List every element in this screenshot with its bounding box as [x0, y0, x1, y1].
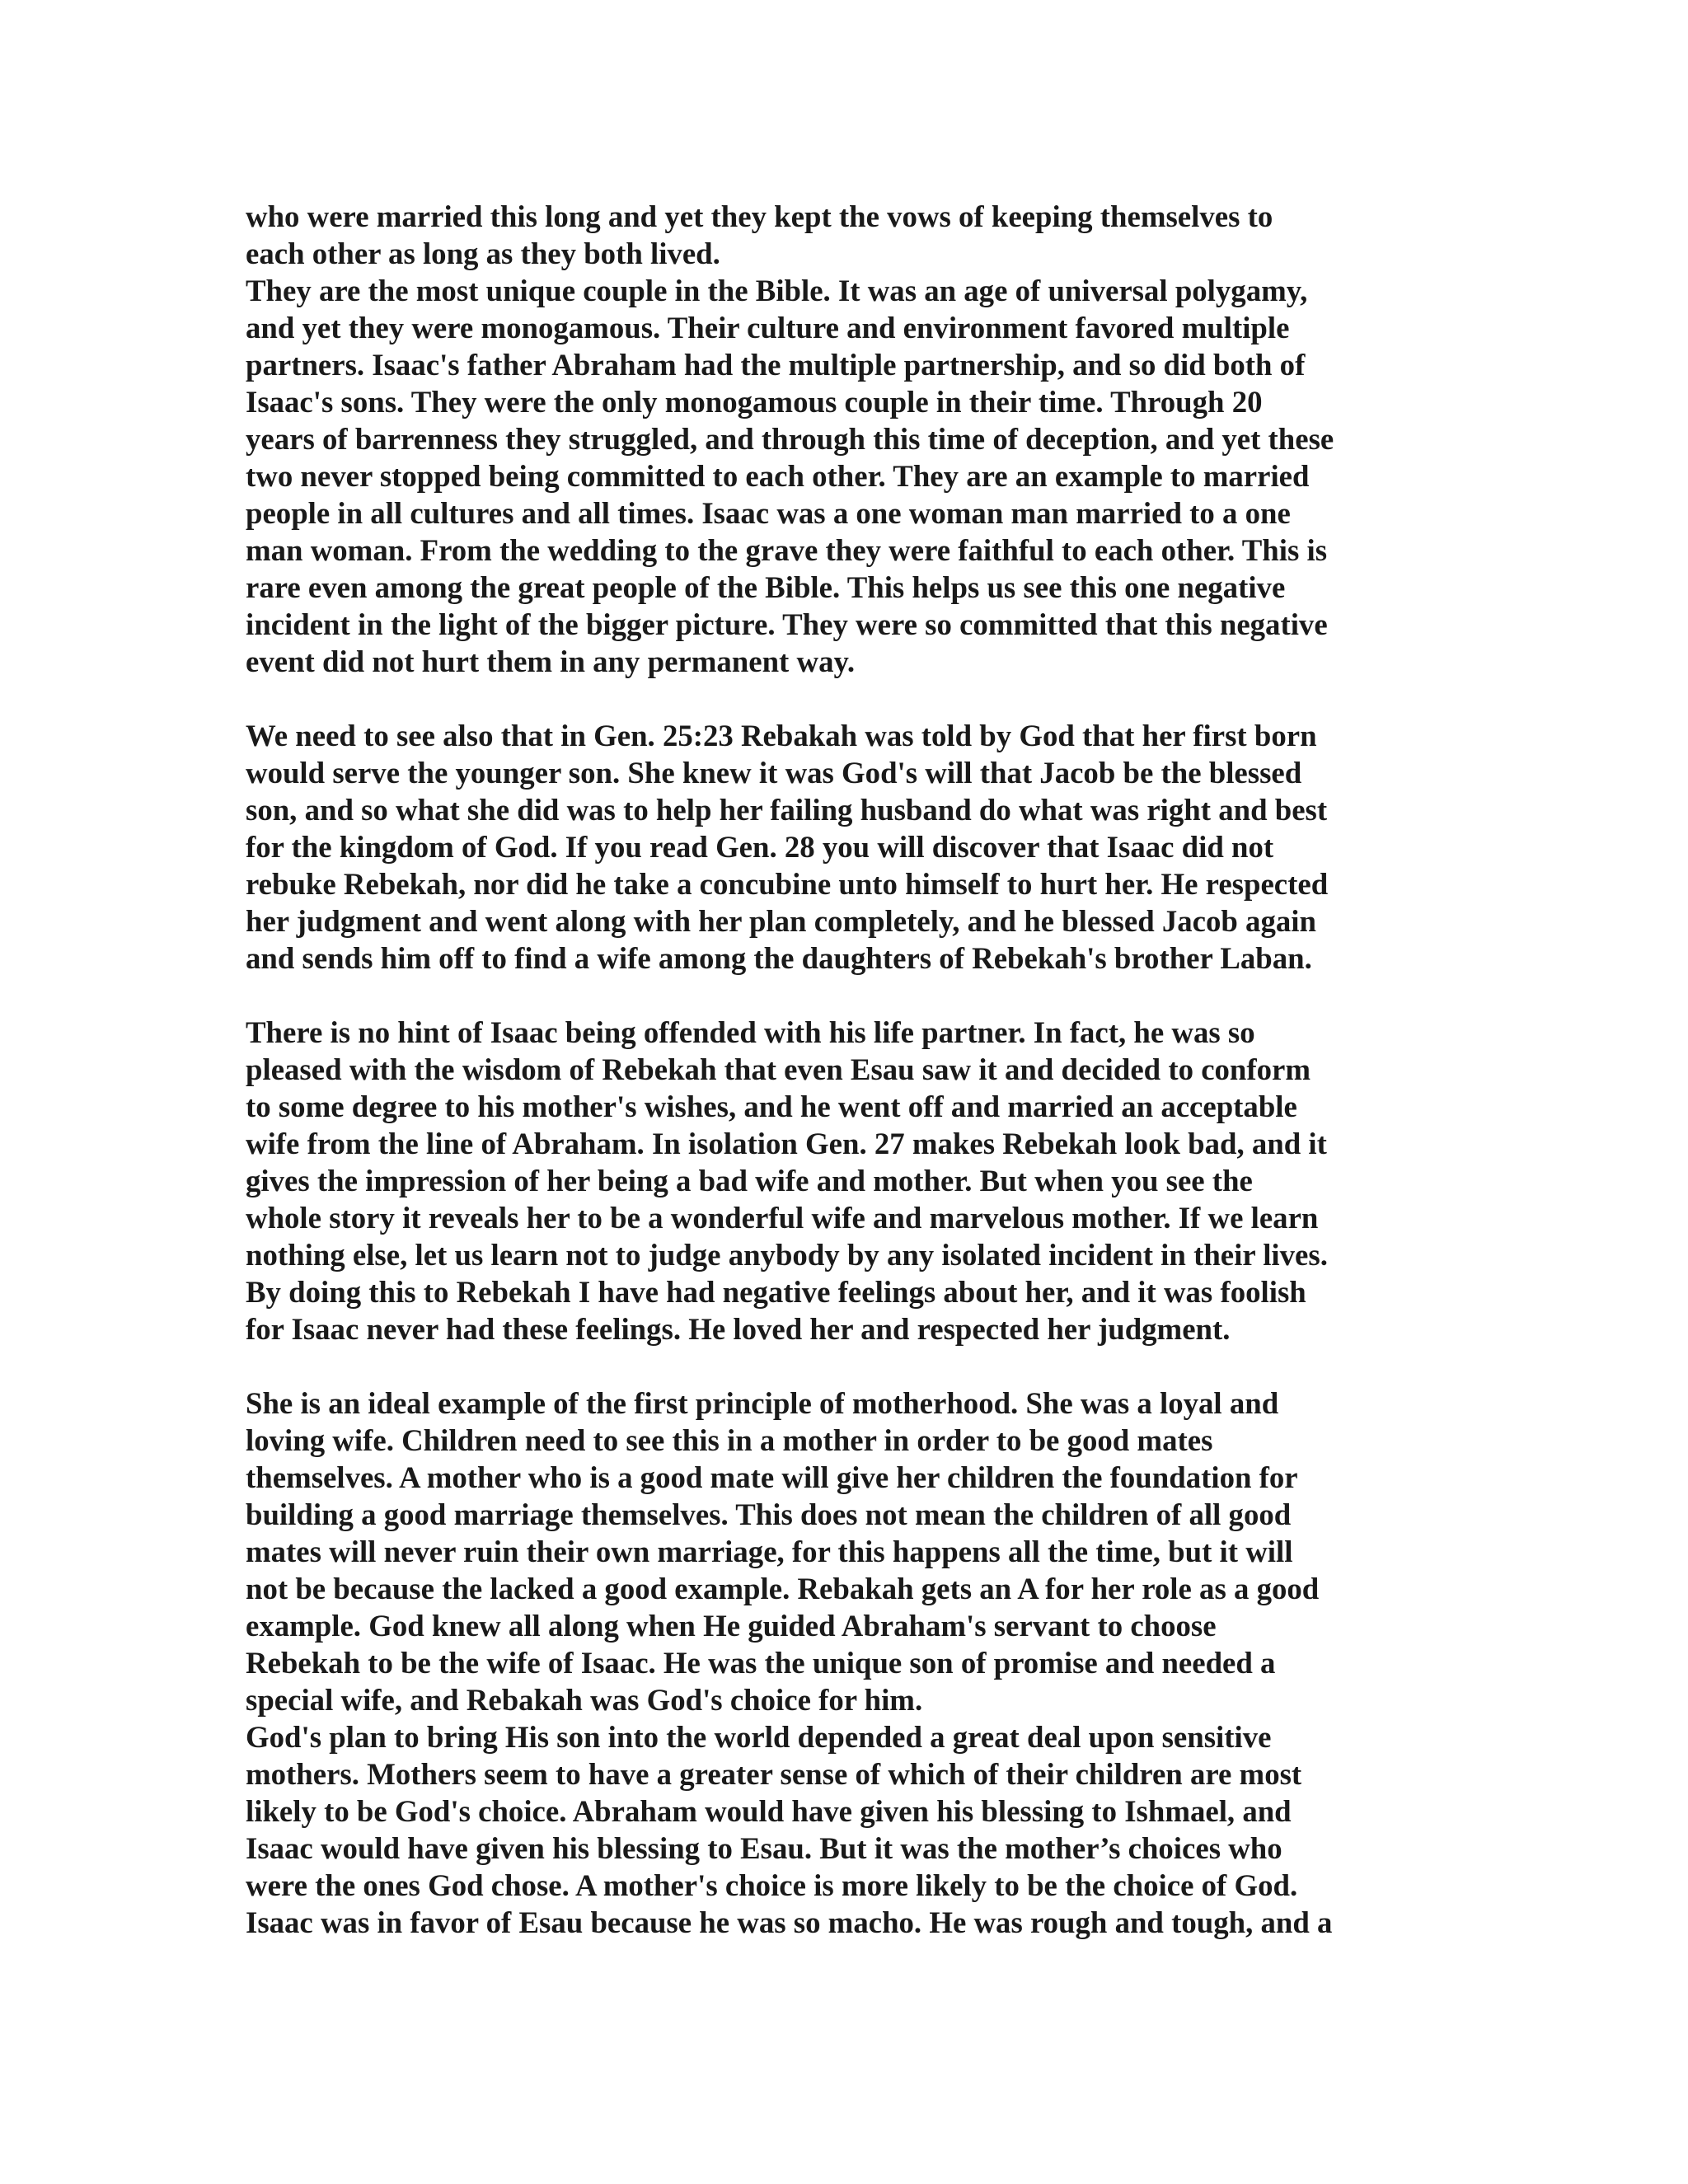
text-line: God's plan to bring His son into the world depended a great deal upon sensitive: [246, 1720, 1272, 1754]
text-line: rare even among the great people of the Bible. This helps us see this one negative: [246, 570, 1286, 604]
text-line: likely to be God's choice. Abraham would have given his blessing to Ishmael, and: [246, 1794, 1292, 1828]
text-line: and yet they were monogamous. Their culture and environment favored multiple: [246, 311, 1290, 344]
text-line: each other as long as they both lived.: [246, 237, 720, 270]
text-line: Isaac would have given his blessing to Esau. But it was the mother’s choices who: [246, 1831, 1282, 1865]
paragraph-break: [246, 1347, 1432, 1385]
text-line: man woman. From the wedding to the grave they were faithful to each other. This is: [246, 533, 1328, 567]
text-line: event did not hurt them in any permanent way.: [246, 644, 856, 678]
paragraph-break: [246, 680, 1432, 717]
text-line: incident in the light of the bigger picture. They were so committed that this negative: [246, 607, 1328, 641]
text-line: to some degree to his mother's wishes, and he went off and married an acceptable: [246, 1090, 1297, 1123]
text-line: two never stopped being committed to each other. They are an example to married: [246, 459, 1310, 493]
text-line: people in all cultures and all times. Isaac was a one woman man married to a one: [246, 496, 1291, 530]
paragraph-break: [246, 977, 1432, 1014]
text-line: would serve the younger son. She knew it was God's will that Jacob be the blessed: [246, 756, 1302, 790]
text-line: Rebekah to be the wife of Isaac. He was the unique son of promise and needed a: [246, 1646, 1276, 1680]
text-line: gives the impression of her being a bad wife and mother. But when you see the: [246, 1164, 1253, 1197]
body-text: [246, 198, 1432, 1941]
text-line: who were married this long and yet they kept the vows of keeping themselves to: [246, 199, 1273, 233]
text-line: mates will never ruin their own marriage, for this happens all the time, but it will: [246, 1535, 1293, 1568]
text-line: example. God knew all along when He guided Abraham's servant to choose: [246, 1609, 1217, 1643]
text-line: whole story it reveals her to be a wonderful wife and marvelous mother. If we learn: [246, 1201, 1319, 1235]
text-line: They are the most unique couple in the Bible. It was an age of universal polygamy,: [246, 274, 1308, 307]
text-line: not be because the lacked a good example. Rebakah gets an A for her role as a good: [246, 1572, 1320, 1605]
text-line: partners. Isaac's father Abraham had the multiple partnership, and so did both of: [246, 348, 1306, 382]
text-line: and sends him off to find a wife among the daughters of Rebekah's brother Laban.: [246, 941, 1312, 975]
text-line: She is an ideal example of the first principle of motherhood. She was a loyal and: [246, 1386, 1279, 1420]
text-line: There is no hint of Isaac being offended with his life partner. In fact, he was so: [246, 1015, 1255, 1049]
text-line: mothers. Mothers seem to have a greater sense of which of their children are most: [246, 1757, 1302, 1791]
text-line: pleased with the wisdom of Rebekah that even Esau saw it and decided to conform: [246, 1052, 1311, 1086]
text-line: Isaac was in favor of Esau because he was so macho. He was rough and tough, and a: [246, 1905, 1333, 1939]
text-line: years of barrenness they struggled, and through this time of deception, and yet these: [246, 422, 1334, 456]
text-line: Isaac's sons. They were the only monogamous couple in their time. Through 20: [246, 385, 1263, 419]
text-line: son, and so what she did was to help her failing husband do what was right and best: [246, 793, 1328, 827]
text-line: special wife, and Rebakah was God's choice for him.: [246, 1683, 923, 1717]
text-line: for the kingdom of God. If you read Gen. 28 you will discover that Isaac did not: [246, 830, 1274, 864]
text-line: loving wife. Children need to see this in a mother in order to be good mates: [246, 1423, 1213, 1457]
text-line: for Isaac never had these feelings. He loved her and respected her judgment.: [246, 1312, 1231, 1346]
text-line: themselves. A mother who is a good mate will give her children the foundation for: [246, 1460, 1298, 1494]
text-line: building a good marriage themselves. This does not mean the children of all good: [246, 1497, 1292, 1531]
text-line: were the ones God chose. A mother's choice is more likely to be the choice of God.: [246, 1868, 1298, 1902]
text-line: nothing else, let us learn not to judge anybody by any isolated incident in their lives.: [246, 1238, 1328, 1272]
text-line: We need to see also that in Gen. 25:23 Rebakah was told by God that her first born: [246, 719, 1317, 752]
text-line: wife from the line of Abraham. In isolation Gen. 27 makes Rebekah look bad, and it: [246, 1127, 1327, 1160]
text-line: her judgment and went along with her plan completely, and he blessed Jacob again: [246, 904, 1316, 938]
text-line: By doing this to Rebekah I have had negative feelings about her, and it was foolish: [246, 1275, 1306, 1309]
text-line: rebuke Rebekah, nor did he take a concubine unto himself to hurt her. He respected: [246, 867, 1329, 901]
